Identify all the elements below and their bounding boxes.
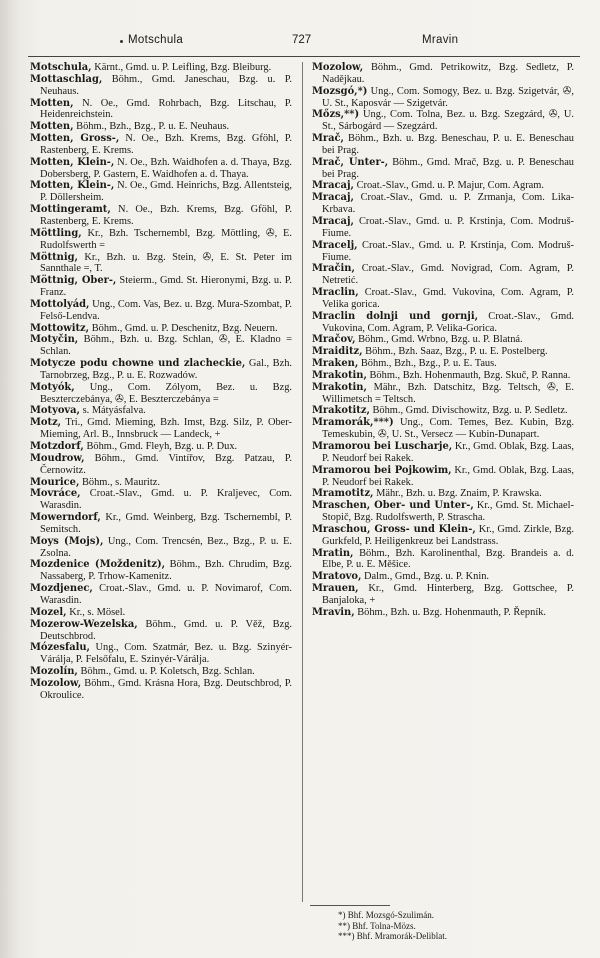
- right-column: [312, 62, 574, 619]
- left-column: [30, 62, 292, 702]
- gazetteer-entry: [312, 583, 574, 607]
- entry-text: Kr., Bzh. Tschernembl, Bzg. Möttling, ✇, E. Rudolfswerth =: [40, 227, 292, 251]
- entry-name: Mottaschlag,: [30, 73, 103, 85]
- entry-text: Ung., Com. Tolna, Bez. u. Bzg. Szegzárd, ✇, U. St., Sárbogárd — Szegzárd.: [322, 109, 574, 133]
- entry-text: Tri., Gmd. Mieming, Bzh. Imst, Bzg. Silz, P. Ober-Mieming, Arl. B., Innsbruck — Landeck, +: [40, 417, 292, 441]
- gazetteer-entry: [30, 488, 292, 512]
- gazetteer-entry: [312, 263, 574, 287]
- footnote: **) Bhf. Tolna-Mözs.: [338, 920, 416, 931]
- footnote-rule: [310, 905, 390, 906]
- gazetteer-entry: [312, 358, 574, 370]
- entry-name: Mrač, Unter-,: [312, 156, 389, 168]
- gazetteer-entry: [312, 417, 574, 441]
- entry-text: Ung., Com. Temes, Bez. Kubin, Bzg. Temeskubin, ✇, U. St., Versecz — Kubin-Dunapart.: [322, 417, 574, 441]
- entry-text: Kr., Bzh. u. Bzg. Stein, ✇, E. St. Peter im Sannthale =, T.: [40, 251, 292, 275]
- gazetteer-entry: [312, 287, 574, 311]
- entry-text: N. Oe., Gmd. Rohrbach, Bzg. Litschau, P. Heidenreichstein.: [40, 97, 292, 121]
- entry-name: Mracelj,: [312, 239, 358, 251]
- entry-name: Motycze podu chowne und zlacheckie,: [30, 358, 246, 370]
- entry-name: Mracaj,: [312, 215, 354, 227]
- entry-text: Croat.-Slav., Gmd. Vukovina, Com. Agram, P. Velika gorica.: [322, 287, 574, 310]
- footnote: *) Bhf. Mozsgó-Szulimán.: [338, 910, 434, 920]
- entry-name: Mrakotin,: [312, 369, 367, 381]
- entry-name: Mracaj,: [312, 180, 354, 192]
- entry-text: Ung., Com. Vas, Bez. u. Bzg. Mura-Szombat, P. Felső-Lendva.: [40, 298, 292, 322]
- gazetteer-entry: [30, 252, 292, 276]
- entry-name: Mozolow,: [30, 677, 82, 689]
- header-dot: [120, 40, 123, 43]
- entry-text: Ung., Com. Trencsén, Bez., Bzg., P. u. E. Zsolna.: [40, 535, 292, 559]
- gazetteer-entry: [30, 512, 292, 536]
- entry-name: Motten,: [30, 121, 74, 133]
- gazetteer-entry: [30, 133, 292, 157]
- entry-text: Kärnt., Gmd. u. P. Leifling, Bzg. Bleiburg.: [91, 62, 272, 73]
- entry-text: Mähr., Bzh. u. Bzg. Znaim, P. Krawska.: [373, 488, 542, 500]
- gazetteer-entry: [312, 382, 574, 406]
- entry-text: Ung., Com. Zólyom, Bez. u. Bzg. Beszterczebánya, ✇, E. Beszterczebánya =: [40, 381, 292, 405]
- entry-text: Böhm., Gmd. Fleyh, Bzg. u. P. Dux.: [83, 441, 238, 452]
- entry-name: Motyova,: [30, 405, 80, 417]
- entry-name: Mramorou bei Luscharje,: [312, 441, 453, 452]
- gazetteer-entry: [312, 86, 574, 110]
- entry-text: Böhm., Gmd. Janeschau, Bzg. u. P. Neuhaus.: [40, 73, 292, 97]
- gazetteer-entry: [30, 121, 292, 133]
- entry-name: Mrauen,: [312, 583, 359, 595]
- entry-name: Möttnig, Ober-,: [30, 275, 117, 287]
- column-divider: [302, 62, 303, 902]
- entry-text: N. Oe., Bzh. Krems, Bzg. Gföhl, P. Rastenberg, E. Krems.: [40, 133, 292, 156]
- entry-text: Kr., Gmd. Hinterberg, Bzg. Gottschee, P. Banjaloka, +: [322, 583, 574, 606]
- gazetteer-entry: [30, 619, 292, 643]
- entry-name: Mramorou bei Pojkowim,: [312, 464, 452, 476]
- gazetteer-entry: [30, 334, 292, 358]
- gazetteer-entry: [312, 192, 574, 216]
- entry-text: N. Oe., Bzh. Waidhofen a. d. Thaya, Bzg. Dobersberg, P. Gastern, E. Waidhofen a. d. Thaya.: [40, 156, 292, 180]
- footnotes: [338, 910, 578, 942]
- gazetteer-entry: [312, 500, 574, 524]
- gazetteer-entry: [30, 417, 292, 441]
- gazetteer-entry: [312, 346, 574, 358]
- entry-text: Croat.-Slav., Gmd. u. P. Majur, Com. Agram.: [353, 180, 544, 192]
- gazetteer-entry: [30, 74, 292, 98]
- entry-name: Motten, Klein-,: [30, 180, 115, 192]
- entry-text: Steierm., Gmd. St. Hieronymi, Bzg. u. P. Franz.: [40, 275, 292, 299]
- entry-text: Kr., Gmd. Oblak, Bzg. Laas, P. Neudorf bei Rakek.: [322, 464, 574, 488]
- gazetteer-entry: [30, 536, 292, 560]
- header-first-entry: Motschula: [128, 34, 184, 46]
- entry-name: Mozdenice (Moždenitz),: [30, 559, 166, 571]
- entry-name: Mramotitz,: [312, 488, 374, 500]
- gazetteer-entry: [30, 323, 292, 335]
- gazetteer-entry: [312, 180, 574, 192]
- gazetteer-entry: [30, 477, 292, 489]
- gazetteer-entry: [312, 405, 574, 417]
- gazetteer-entry: [312, 133, 574, 157]
- gazetteer-entry: [30, 228, 292, 252]
- entry-name: Mozdjenec,: [30, 583, 93, 595]
- entry-name: Mraken,: [312, 358, 359, 370]
- gazetteer-entry: [312, 607, 574, 619]
- gazetteer-entry: [312, 62, 574, 86]
- gazetteer-entry: [30, 62, 292, 74]
- gazetteer-entry: [30, 583, 292, 607]
- entry-name: Mratovo,: [312, 571, 362, 583]
- entry-name: Mozsgó,*): [312, 85, 368, 97]
- gazetteer-entry: [312, 216, 574, 240]
- entry-name: Möttling,: [30, 227, 82, 239]
- entry-name: Mozerow-Wezelska,: [30, 618, 138, 630]
- entry-text: Böhm., Bzh. Hohenmauth, Bzg. Skuč, P. Ranna.: [366, 369, 571, 381]
- gazetteer-entry: [312, 109, 574, 133]
- entry-name: Motzdorf,: [30, 441, 84, 452]
- gazetteer-entry: [312, 488, 574, 500]
- entry-name: Mračin,: [312, 263, 355, 275]
- entry-text: Ung., Com. Szatmár, Bez. u. Bzg. Szinyér-Várálja, P. Felsőfalu, E. Szinyér-Várálja.: [40, 642, 292, 666]
- entry-text: Kr., Gmd. Zirkle, Bzg. Gurkfeld, P. Heiligenkreuz bei Landstrass.: [322, 523, 574, 547]
- gazetteer-entry: [30, 453, 292, 477]
- entry-name: Mraschou, Gross- und Klein-,: [312, 523, 476, 535]
- entry-name: Motten, Gross-,: [30, 133, 120, 145]
- entry-name: Mozolow,: [312, 62, 364, 73]
- entry-name: Mrakotitz,: [312, 405, 370, 417]
- gazetteer-entry: [30, 642, 292, 666]
- header-rule: [28, 56, 580, 57]
- entry-name: Mrakotin,: [312, 381, 367, 393]
- entry-name: Mraiditz,: [312, 346, 363, 358]
- entry-text: Ung., Com. Somogy, Bez. u. Bzg. Szigetvár, ✇, U. St., Kaposvár — Szigetvár.: [322, 85, 574, 109]
- entry-name: Mratin,: [312, 547, 354, 559]
- entry-text: Gal., Bzh. Tarnobrzeg, Bzg., P. u. E. Rozwadów.: [40, 358, 292, 381]
- gazetteer-entry: [312, 157, 574, 181]
- entry-name: Mracaj,: [312, 192, 354, 204]
- entry-name: Motz,: [30, 417, 62, 429]
- entry-name: Mottingeramt,: [30, 204, 111, 216]
- entry-name: Motyók,: [30, 381, 75, 393]
- entry-name: Mračov,: [312, 334, 356, 346]
- gazetteer-entry: [312, 548, 574, 572]
- entry-text: Kr., Gmd. St. Michael-Stopič, Bzg. Rudolfswerth, P. Straschа.: [322, 500, 574, 524]
- gazetteer-entry: [312, 571, 574, 583]
- entry-text: Böhm., Bzh. u. Bzg. Beneschau, P. u. E. Beneschau bei Prag.: [322, 133, 574, 156]
- entry-text: Dalm., Gmd., Bzg. u. P. Knin.: [361, 571, 490, 583]
- gazetteer-entry: [30, 607, 292, 619]
- entry-name: Mraclin dolnji und gornji,: [312, 310, 479, 322]
- entry-text: Croat.-Slav., Gmd. u. P. Zrmanja, Com. Lika-Krbava.: [322, 192, 574, 216]
- entry-text: Croat.-Slav., Gmd. u. P. Krstinja, Com. Modruš-Fiume.: [322, 215, 574, 239]
- entry-text: s. Mátyásfalva.: [79, 405, 146, 417]
- entry-text: Böhm., Gmd. u. P. Deschenitz, Bzg. Neuern.: [89, 322, 278, 334]
- page-header: [0, 34, 600, 54]
- entry-text: Kr., s. Mösel.: [66, 606, 126, 618]
- entry-name: Mrač,: [312, 133, 344, 145]
- entry-name: Mozolín,: [30, 666, 78, 678]
- gazetteer-entry: [30, 204, 292, 228]
- entry-text: Böhm., Bzh. Saaz, Bzg., P. u. E. Postelberg.: [362, 346, 548, 358]
- entry-text: Kr., Gmd. Weinberg, Bzg. Tschernembl, P. Semitsch.: [40, 512, 292, 535]
- gazetteer-entry: [30, 299, 292, 323]
- entry-name: Mramorák,***): [312, 417, 394, 429]
- gazetteer-entry: [312, 524, 574, 548]
- gazetteer-entry: [312, 370, 574, 382]
- entry-name: Mraschen, Ober- und Unter-,: [312, 500, 474, 512]
- entry-text: Croat.-Slav., Gmd. Novigrad, Com. Agram, P. Netretić.: [322, 263, 574, 287]
- gazetteer-entry: [312, 465, 574, 489]
- entry-text: Böhm., Bzh. u. Bzg. Schlan, ✇, E. Kladno = Schlan.: [40, 334, 292, 358]
- entry-text: Böhm., Bzh., Bzg., P. u. E. Taus.: [358, 358, 497, 370]
- gazetteer-entry: [30, 382, 292, 406]
- entry-name: Motyčin,: [30, 334, 79, 346]
- entry-text: Croat.-Slav., Gmd. u. P. Novimarof, Com. Warasdin.: [40, 583, 292, 606]
- gazetteer-entry: [30, 180, 292, 204]
- entry-text: Böhm., Gmd. u. P. Koletsch, Bzg. Schlan.: [77, 666, 255, 678]
- header-last-entry: Mravin: [422, 34, 459, 46]
- entry-name: Motschula,: [30, 62, 92, 73]
- entry-text: Böhm., Bzh. Chrudim, Bzg. Nassaberg, P. Trhow-Kamenitz.: [40, 559, 292, 583]
- entry-name: Moys (Mojs),: [30, 535, 104, 547]
- gazetteer-entry: [30, 678, 292, 702]
- entry-name: Mozel,: [30, 606, 67, 618]
- entry-name: Mourice,: [30, 476, 80, 488]
- entry-name: Mottowitz,: [30, 322, 90, 334]
- entry-name: Motten, Klein-,: [30, 156, 115, 168]
- entry-text: Böhm., Gmd. Petrikowitz, Bzg. Sedletz, P. Nadějkau.: [322, 62, 574, 85]
- gazetteer-entry: [30, 98, 292, 122]
- entry-name: Mottolyád,: [30, 298, 90, 310]
- entry-name: Moudrow,: [30, 452, 85, 464]
- gazetteer-entry: [312, 311, 574, 335]
- entry-text: Böhm., Bzh., Bzg., P. u. E. Neuhaus.: [73, 121, 230, 133]
- entry-text: N. Oe., Gmd. Heinrichs, Bzg. Allentsteig, P. Döllersheim.: [40, 180, 292, 204]
- gazetteer-entry: [30, 275, 292, 299]
- gazetteer-entry: [30, 666, 292, 678]
- gazetteer-entry: [312, 334, 574, 346]
- entry-text: Böhm., Bzh. u. Bzg. Hohenmauth, P. Řepník.: [354, 606, 546, 618]
- entry-text: Böhm., Bzh. Karolinenthal, Bzg. Brandeis a. d. Elbe, P. u. E. Měšice.: [322, 547, 574, 571]
- entry-text: Böhm., Gmd. Krásna Hora, Bzg. Deutschbrod, P. Okroulice.: [40, 677, 292, 701]
- entry-text: N. Oe., Bzh. Krems, Bzg. Gföhl, P. Rastenberg, E. Krems.: [40, 204, 292, 227]
- gazetteer-entry: [30, 405, 292, 417]
- entry-name: Mraclin,: [312, 287, 359, 299]
- entry-text: Böhm., Gmd. Divischowitz, Bzg. u. P. Sedletz.: [369, 405, 568, 417]
- entry-name: Movráce,: [30, 488, 81, 500]
- gazetteer-entry: [30, 441, 292, 453]
- gazetteer-entry: [30, 559, 292, 583]
- entry-name: Mowerndorf,: [30, 512, 101, 524]
- entry-name: Mravin,: [312, 606, 355, 618]
- entry-text: Böhm., s. Mauritz.: [79, 476, 160, 488]
- gazetteer-entry: [312, 240, 574, 264]
- entry-name: Möttnig,: [30, 251, 78, 263]
- entry-name: Mőzs,**): [312, 109, 360, 121]
- entry-text: Böhm., Gmd. Wrbno, Bzg. u. P. Blatná.: [355, 334, 523, 346]
- entry-text: Böhm., Gmd. u. P. Věž, Bzg. Deutschbrod.: [40, 618, 292, 642]
- entry-text: Croat.-Slav., Gmd. u. P. Krstinja, Com. Modruš-Fiume.: [322, 239, 574, 263]
- entry-text: Kr., Gmd. Oblak, Bzg. Laas, P. Neudorf bei Rakek.: [322, 441, 574, 464]
- gazetteer-entry: [30, 157, 292, 181]
- footnote: ***) Bhf. Mramorák-Deliblat.: [338, 931, 447, 941]
- gazetteer-entry: [312, 441, 574, 465]
- page-number: 727: [292, 34, 312, 46]
- entry-text: Böhm., Gmd. Vintířov, Bzg. Patzau, P. Černowitz.: [40, 452, 292, 476]
- entry-text: Mähr., Bzh. Datschitz, Bzg. Teltsch, ✇, E. Willimetsch = Teltsch.: [322, 381, 574, 405]
- entry-text: Croat.-Slav., Gmd. u. P. Kraljevec, Com. Warasdin.: [40, 488, 292, 512]
- entry-name: Mózesfalu,: [30, 642, 90, 654]
- entry-text: Böhm., Gmd. Mrač, Bzg. u. P. Beneschau bei Prag.: [322, 156, 575, 180]
- entry-name: Motten,: [30, 97, 74, 109]
- gazetteer-entry: [30, 358, 292, 382]
- entry-text: Croat.-Slav., Gmd. Vukovina, Com. Agram, P. Velika-Gorica.: [322, 310, 574, 334]
